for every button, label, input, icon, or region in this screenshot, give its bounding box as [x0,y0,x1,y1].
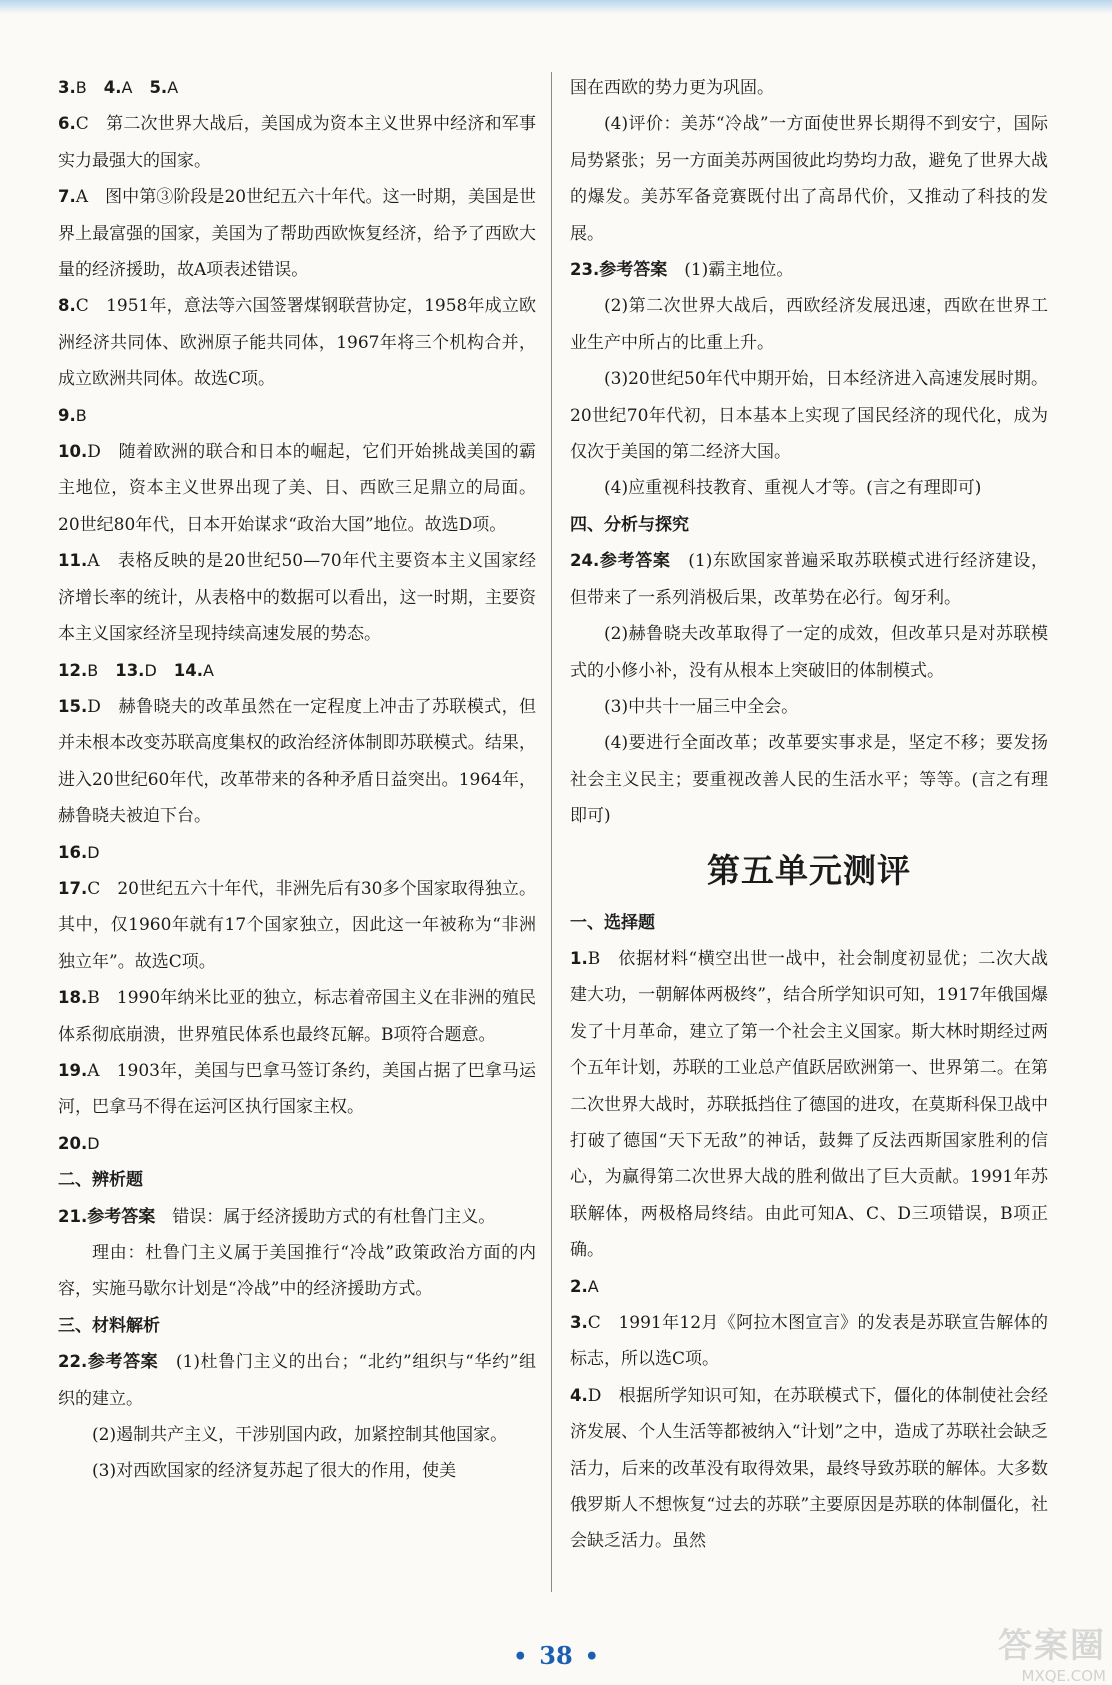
answer-24: 24.参考答案 (1)东欧国家普遍采取苏联模式进行经济建设，但带来了一系列消极后果，改革势在必行。匈牙利。 [570,551,1049,608]
right-column [570,70,1048,1560]
answer-17: 17.C 20世纪五六十年代，非洲先后有30多个国家取得独立。其中，仅1960年就有17个国家独立，因此这一年被称为“非洲独立年”。故选C项。 [58,878,536,972]
page-number: • 38 • [513,1641,599,1670]
answer-20: 20.D [58,1133,100,1153]
answer-23-part4: (4)应重视科技教育、重视人才等。(言之有理即可) [604,478,982,499]
answer-18: 18.B 1990年纳米比亚的独立，标志着帝国主义在非洲的殖民体系彻底崩溃，世界殖民体系也最终瓦解。B项符合题意。 [58,988,536,1045]
answer-16: 16.D [58,842,100,862]
answer-22-part3: (3)对西欧国家的经济复苏起了很大的作用，使美 [92,1461,457,1482]
answer-22: 22.参考答案 (1)杜鲁门主义的出台；“北约”组织与“华约”组织的建立。 [58,1352,537,1409]
watermark-logo: 答案圈 MXQE.COM [998,1626,1106,1685]
column-divider [551,72,552,1592]
answer-15: 15.D 赫鲁晓夫的改革虽然在一定程度上冲击了苏联模式，但并未根本改变苏联高度集权的政治经济体制即苏联模式。结果，进入20世纪60年代，改革带来的各种矛盾日益突出。1964年，赫鲁晓夫被迫下台。 [58,696,536,827]
answer-22-part2: (2)遏制共产主义，干涉别国内政，加紧控制其他国家。 [92,1425,508,1446]
unit5-answer-1: 1.B 依据材料“横空出世一战中，社会制度初显优；二次大战建大功，一朝解体两极终”，结合所学知识可知，1917年俄国爆发了十月革命，建立了第一个社会主义国家。斯大林时期经过两个五年计划，苏联的工业总产值跃居欧洲第一、世界第二。在第二次世界大战时，苏联抵挡住了德国的进攻，在莫斯科保卫战中打破了德国“天下无敌”的神话，鼓舞了反法西斯国家胜利的信心，为赢得第二次世界大战的胜利做出了巨大贡献。1991年苏联解体，两极格局终结。由此可知A、C、D三项错误，B项正确。 [570,948,1048,1261]
answer-21-reason: 理由：杜鲁门主义属于美国推行“冷战”政策政治方面的内容，实施马歇尔计划是“冷战”中的经济援助方式。 [58,1243,536,1300]
answer-10: 10.D 随着欧洲的联合和日本的崛起，它们开始挑战美国的霸主地位，资本主义世界出现了美、日、西欧三足鼎立的局面。20世纪80年代，日本开始谋求“政治大国”地位。故选D项。 [58,442,536,535]
answer-9: 9.B [58,405,87,425]
top-color-band [0,0,1112,14]
answer-6: 6.C 第二次世界大战后，美国成为资本主义世界中经济和军事实力最强大的国家。 [58,114,536,171]
unit5-answer-2: 2.A [570,1276,599,1296]
answer-8: 8.C 1951年，意法等六国签署煤钢联营协定，1958年成立欧洲经济共同体、欧洲原子能共同体，1967年将三个机构合并，成立欧洲共同体。故选C项。 [58,296,536,390]
answer-21: 21.参考答案 错误：属于经济援助方式的有杜鲁门主义。 [58,1206,496,1227]
unit-title: 第五单元测评 [707,850,911,890]
answer-7: 7.A 图中第③阶段是20世纪五六十年代。这一时期，美国是世界上最富强的国家，美国为了帮助西欧恢复经济，给予了西欧大量的经济援助，故A项表述错误。 [58,187,536,281]
answer-23: 23.参考答案 (1)霸主地位。 [570,260,794,281]
unit5-answer-4: 4.D 根据所学知识可知，在苏联模式下，僵化的体制使社会经济发展、个人生活等都被纳入“计划”之中，造成了苏联社会缺乏活力，后来的改革没有取得效果，最终导致苏联的解体。大多数俄罗斯人不想恢复“过去的苏联”主要原因是苏联的体制僵化，社会缺乏活力。虽然 [570,1385,1048,1552]
section-heading-1: 一、选择题 [570,912,655,933]
section-heading-4: 四、分析与探究 [570,514,689,535]
unit5-answer-3: 3.C 1991年12月《阿拉木图宣言》的发表是苏联宣告解体的标志，所以选C项。 [570,1313,1048,1370]
left-column [58,70,536,1490]
section-heading-3: 三、材料解析 [58,1315,160,1336]
answer-19: 19.A 1903年，美国与巴拿马签订条约，美国占据了巴拿马运河，巴拿马不得在运河区执行国家主权。 [58,1060,536,1118]
answer-23-part3: (3)20世纪50年代中期开始，日本经济进入高速发展时期。20世纪70年代初，日本基本上实现了国民经济的现代化，成为仅次于美国的第二经济大国。 [570,369,1048,463]
answer-22-part3-cont: 国在西欧的势力更为巩固。 [570,78,774,98]
answer-12-14: 12.B 13.D 14.A [58,660,214,680]
answer-24-part4: (4)要进行全面改革；改革要实事求是，坚定不移；要发扬社会主义民主；要重视改善人民的生活水平；等等。(言之有理即可) [570,733,1048,827]
answer-23-part2: (2)第二次世界大战后，西欧经济发展迅速，西欧在世界工业生产中所占的比重上升。 [570,296,1048,353]
answer-3-5: 3.B 4.A 5.A [58,78,179,97]
answer-24-part2: (2)赫鲁晓夫改革取得了一定的成效，但改革只是对苏联模式的小修小补，没有从根本上突破旧的体制模式。 [570,624,1048,681]
answer-24-part3: (3)中共十一届三中全会。 [604,696,799,717]
section-heading-2: 二、辨析题 [58,1170,143,1191]
answer-22-part4: (4)评价：美苏“冷战”一方面使世界长期得不到安宁，国际局势紧张；另一方面美苏两国彼此均势均力敌，避免了世界大战的爆发。美苏军备竞赛既付出了高昂代价，又推动了科技的发展。 [570,114,1048,244]
answer-11: 11.A 表格反映的是20世纪50—70年代主要资本主义国家经济增长率的统计，从表格中的数据可以看出，这一时期，主要资本主义国家经济呈现持续高速发展的势态。 [58,551,536,645]
